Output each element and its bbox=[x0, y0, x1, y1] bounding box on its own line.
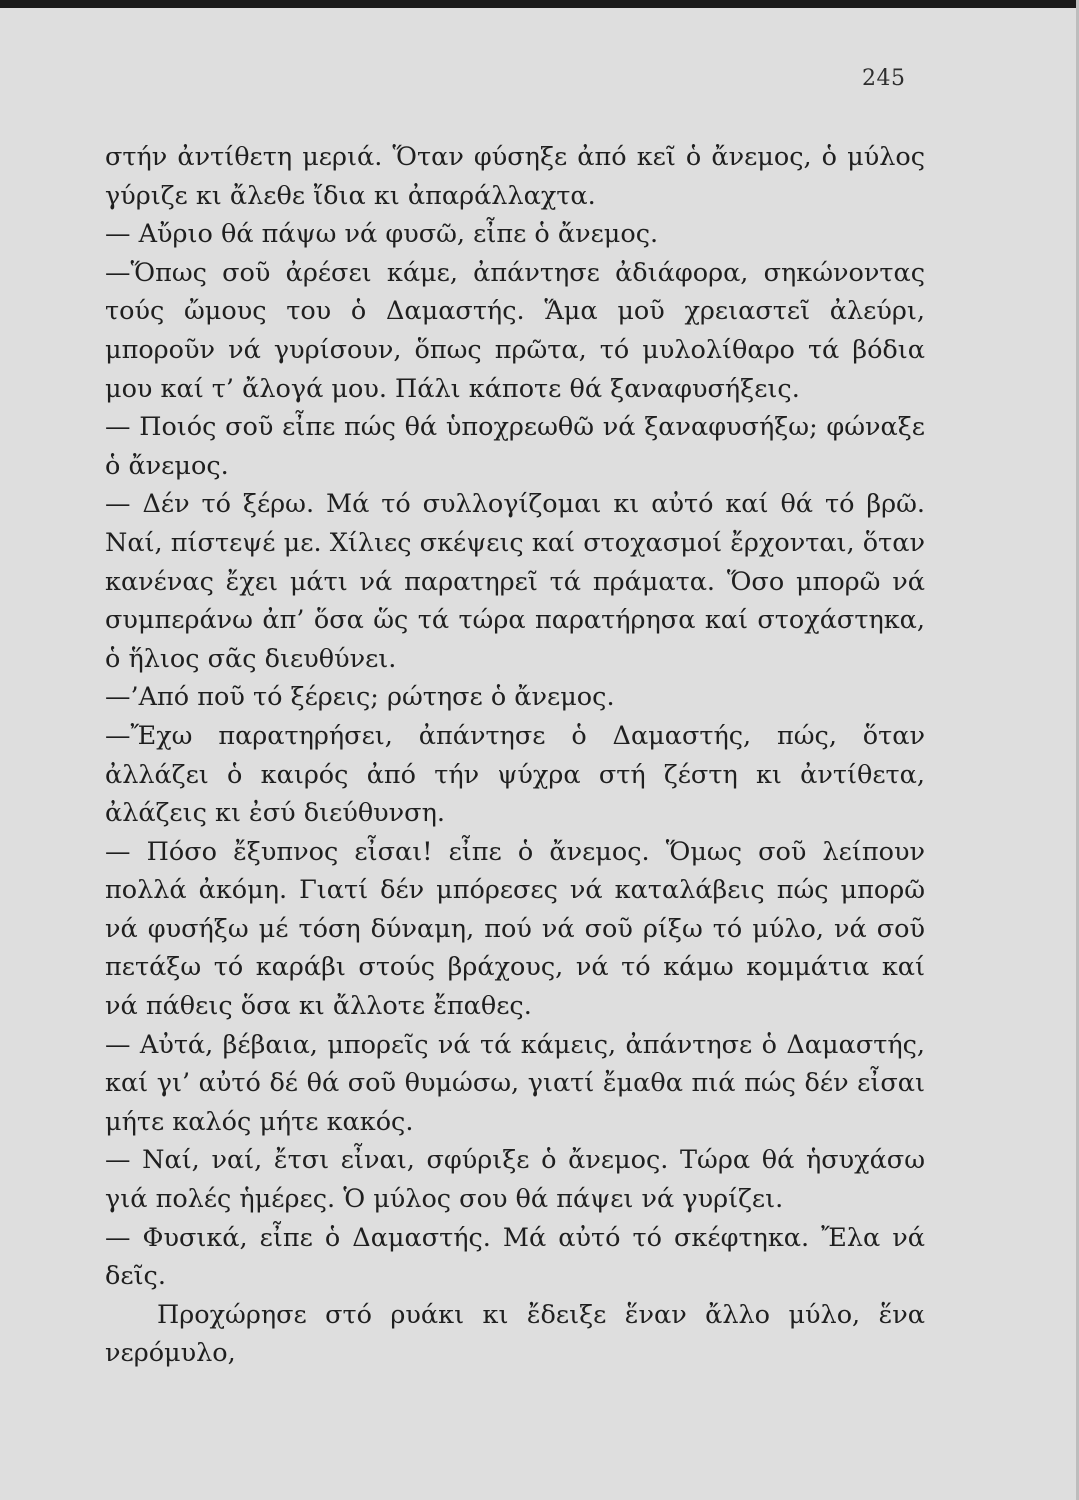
paragraph: — Ποιός σοῦ εἶπε πώς θά ὑποχρεωθῶ νά ξαναφυσήξω; φώναξε ὁ ἄνεμος. bbox=[105, 412, 925, 481]
page-number: 245 bbox=[862, 66, 906, 91]
paragraph: — Φυσικά, εἶπε ὁ Δαμαστής. Μά αὐτό τό σκέφτηκα. Ἔλα νά δεῖς. bbox=[105, 1222, 925, 1292]
paragraph: — Πόσο ἔξυπνος εἶσαι! εἶπε ὁ ἄνεμος. Ὅμως σοῦ λείπουν πολλά ἀκόμη. Γιατί δέν μπόρεσες νά καταλάβεις πώς μπορῶ νά φυσήξω μέ τόση δύναμη, πού νά σοῦ ρίξω τό μύλο, νά σοῦ πετάξω τό καράβι στούς βράχους, νά τό κάμω κομμάτια καί νά πάθεις ὅσα κι ἄλλοτε ἔπαθες. bbox=[105, 836, 925, 1022]
paragraph: στήν ἀντίθετη μεριά. Ὅταν φύσηξε ἀπό κεῖ ὁ ἄνεμος, ὁ μύλος γύριζε κι ἄλεθε ἴδια κι ἀπαράλλαχτα. bbox=[105, 142, 925, 211]
paragraph: — Δέν τό ξέρω. Μά τό συλλογίζομαι κι αὐτό καί θά τό βρῶ. Ναί, πίστεψέ με. Χίλιες σκέψεις καί στοχασμοί ἔρχονται, ὅταν κανένας ἔχει μάτι νά παρατηρεῖ τά πράματα. Ὅσο μπορῶ νά συμπεράνω ἀπ’ ὅσα ὥς τά τώρα παρατήρησα καί στοχάστηκα, ὁ ἥλιος σᾶς διευθύνει. bbox=[105, 489, 925, 674]
scan-top-edge bbox=[0, 0, 1079, 8]
body-text bbox=[105, 138, 925, 1373]
paragraph: —Ὅπως σοῦ ἀρέσει κάμε, ἀπάντησε ἀδιάφορα, σηκώνοντας τούς ὤμους του ὁ Δαμαστής. Ἅμα μοῦ χρειαστεῖ ἀλεύρι, μποροῦν νά γυρίσουν, ὅπως πρῶτα, τό μυλολίθαρο τά βόδια μου καί τ’ ἄλογά μου. Πάλι κάποτε θά ξαναφυσήξεις. bbox=[105, 257, 925, 404]
paragraph: —’Από ποῦ τό ξέρεις; ρώτησε ὁ ἄνεμος. bbox=[105, 682, 615, 713]
paragraph: — Ναί, ναί, ἔτσι εἶναι, σφύριξε ὁ ἄνεμος. Τώρα θά ἡσυχάσω γιά πολές ἡμέρες. Ὁ μύλος σου θά πάψει νά γυρίζει. bbox=[105, 1145, 925, 1215]
paragraph: — Αὐτά, βέβαια, μπορεῖς νά τά κάμεις, ἀπάντησε ὁ Δαμαστής, καί γι’ αὐτό δέ θά σοῦ θυμώσω, γιατί ἔμαθα πιά πώς δέν εἶσαι μήτε καλός μήτε κακός. bbox=[105, 1029, 925, 1137]
paragraph: — Αὔριο θά πάψω νά φυσῶ, εἶπε ὁ ἄνεμος. bbox=[105, 219, 659, 250]
paragraph: Προχώρησε στό ρυάκι κι ἔδειξε ἕναν ἄλλο μύλο, ἕνα νερόμυλο, bbox=[105, 1299, 925, 1369]
paragraph: —Ἔχω παρατηρήσει, ἀπάντησε ὁ Δαμαστής, πώς, ὅταν ἀλλάζει ὁ καιρός ἀπό τήν ψύχρα στή ζέστη κι ἀντίθετα, ἀλάζεις κι ἐσύ διεύθυνση. bbox=[105, 720, 925, 829]
